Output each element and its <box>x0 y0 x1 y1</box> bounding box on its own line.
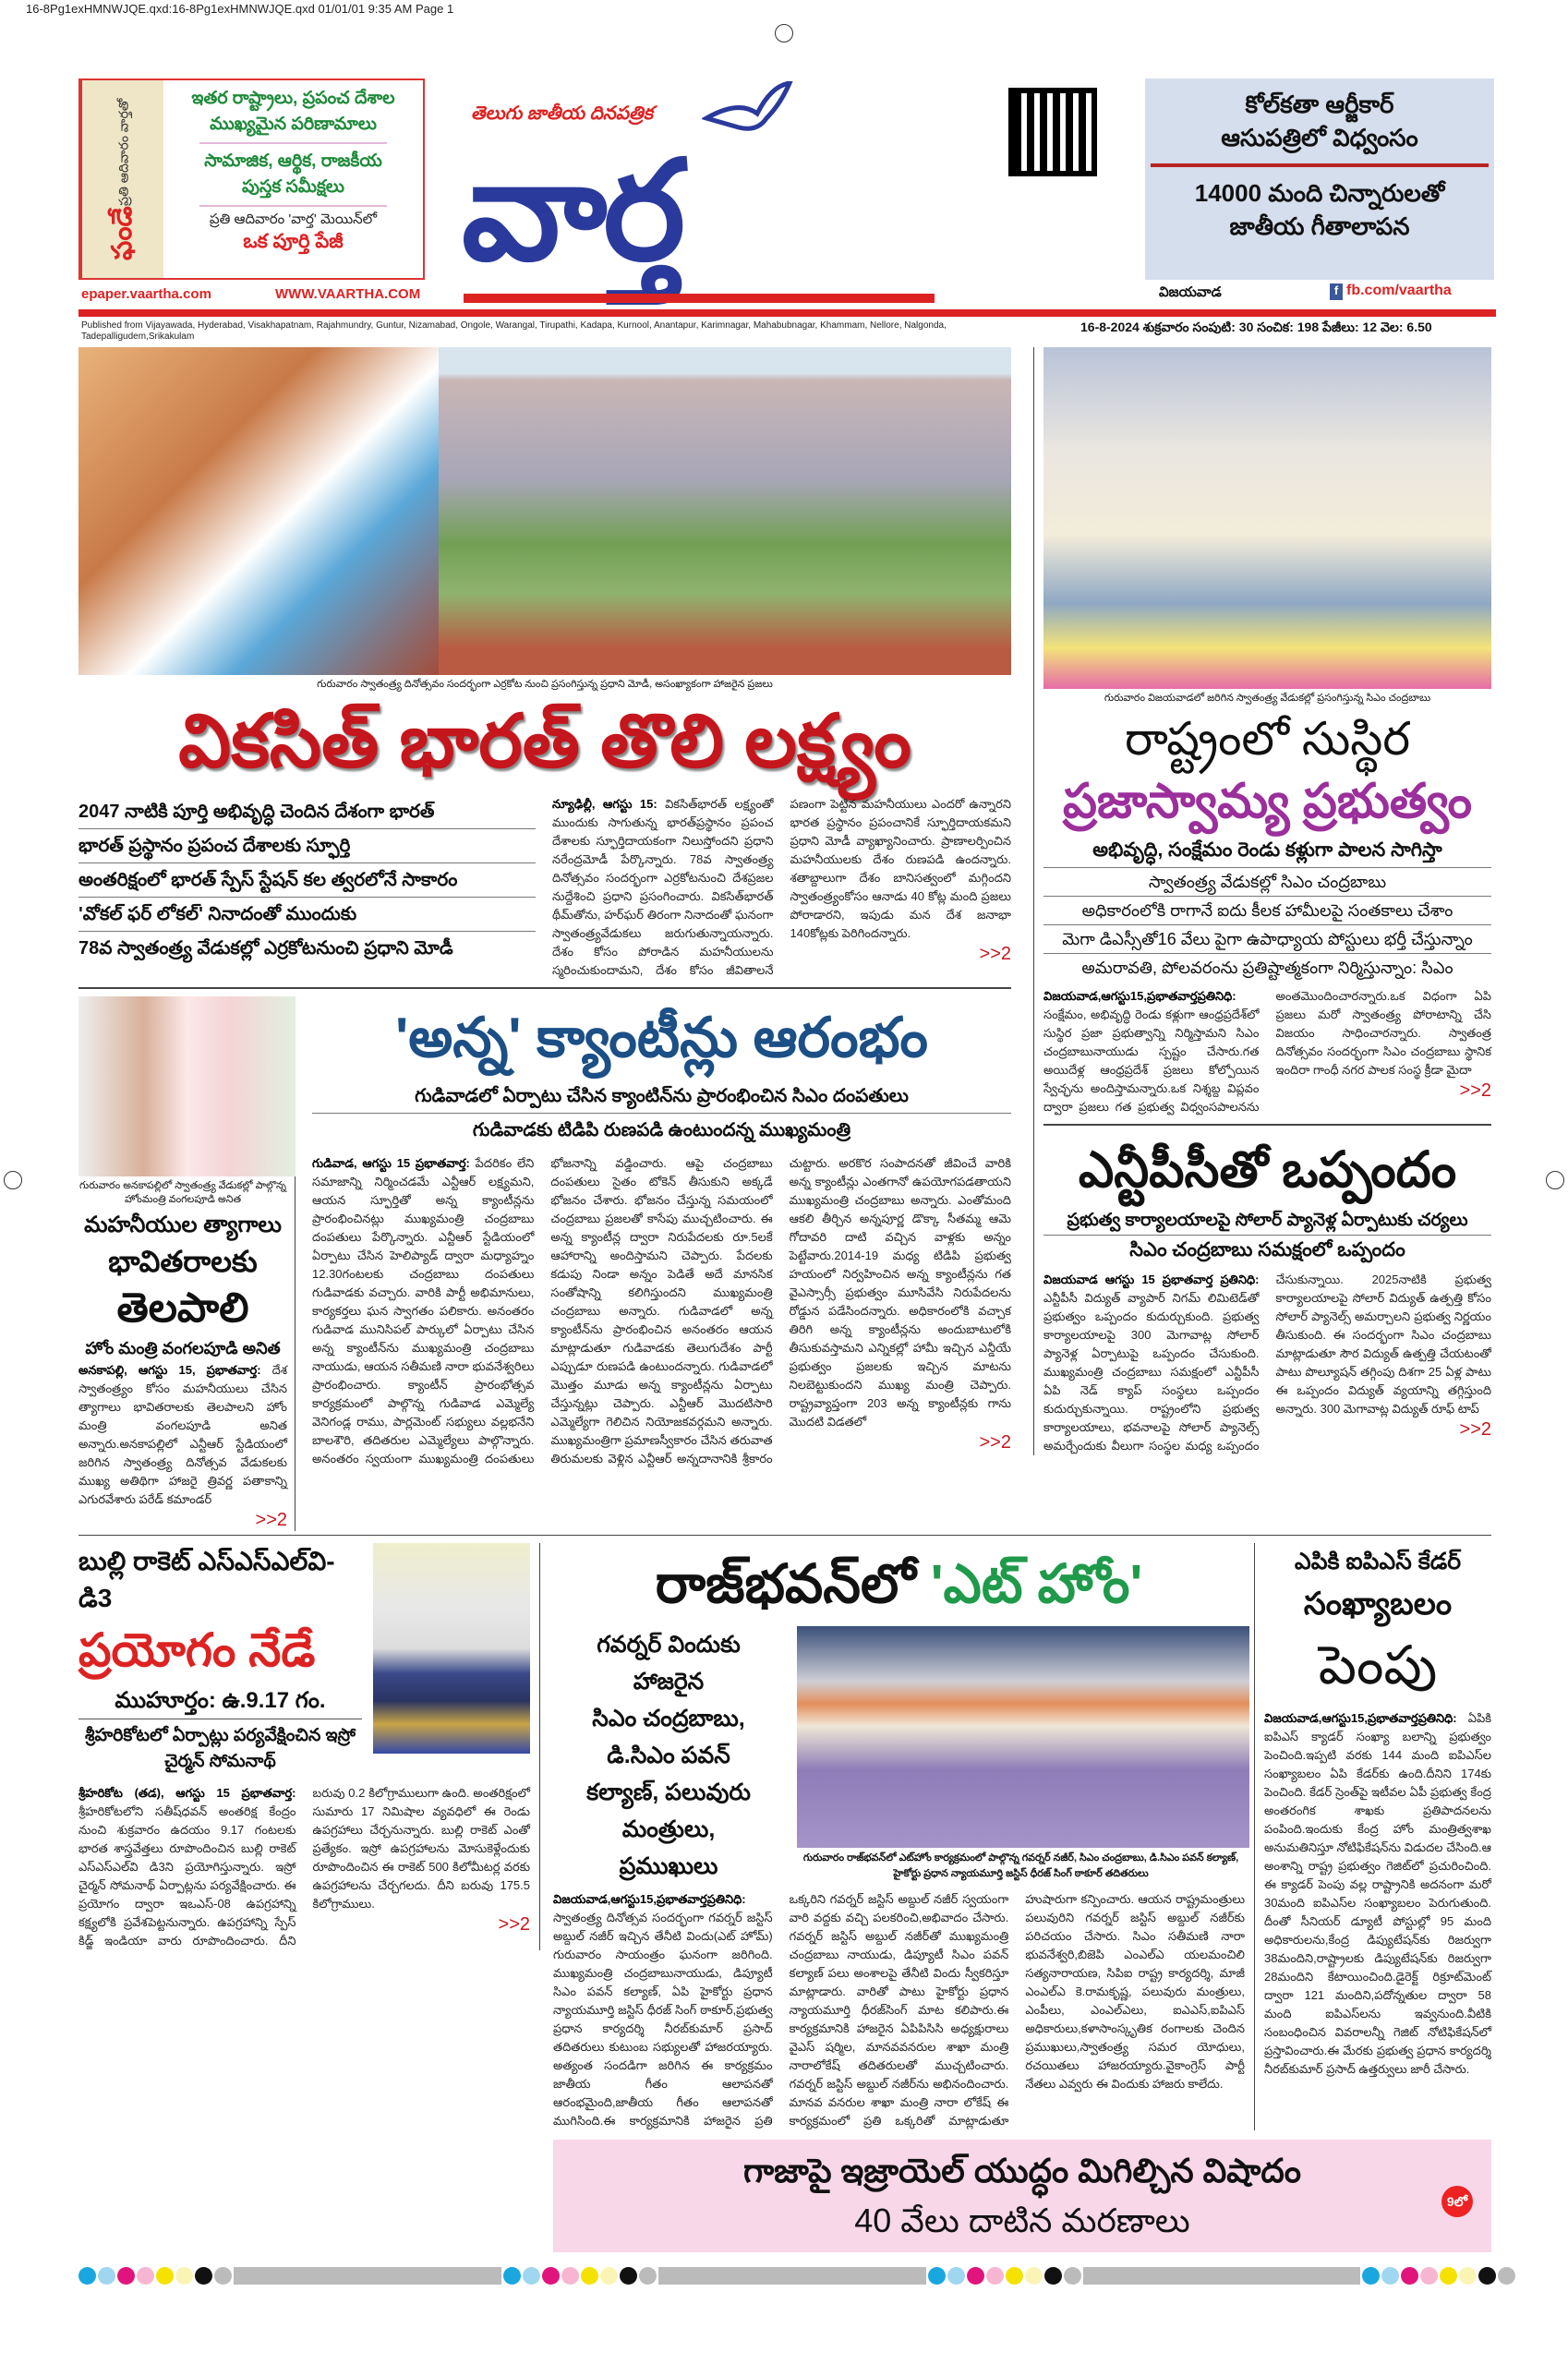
subhead: 2047 నాటికి పూర్తి అభివృద్ధి చెందిన దేశంగా భారత్ <box>78 795 536 829</box>
promo-line: ముఖ్యమైన పరిణామాలు <box>210 115 377 134</box>
lead-subheads <box>78 795 536 965</box>
file-slug: 16-8Pg1exHMNWJQE.qxd:16-8Pg1exHMNWJQE.qxd 01/01/01 9:35 AM Page 1 <box>26 2 454 16</box>
subhead: ప్రభుత్వ కార్యాలయాలపై సోలార్ ప్యానెళ్ల ఏర్పాటుకు చర్యలు <box>1043 1207 1491 1236</box>
ips-body: విజయవాడ,ఆగస్టు15,ప్రభాతవార్తప్రతినిధి: ఏపికి ఐపిఎస్ క్యాడర్ సంఖ్యా బలాన్ని ప్రభుత్వం పెంచింది.ఇప్పటి వరకు 144 మంది ఐపిఎస్‌ల సంఖ్యాబలం ఏపి కేడర్‌కు ఉంది.దీనిని 174కు పెంచింది. కేడర్ స్రెంత్‌పై ఇటీవల ఏపీ ప్రభుత్వ కేంద్ర అంతరంగిక శాఖకు ప్రతిపాదనలను పంపింది.ఇందుకు కేంద్ర హోం మంత్రిత్వశాఖ అనుమతినిస్తూ నోటిఫికేషన్‌ను విడుదల చేసింది.ఆ అంశాన్ని రాష్ట్ర ప్రభుత్వం గెజిట్‌లో ప్రచురించింది. ఈ క్యాడర్ పెంపు వల్ల రాష్ట్రానికి అదనంగా మరో 30మంది ఐపిఎస్‌ల సంఖ్యాబలం పెరుగుతుంది. దీంతో సీనియర్ డ్యూటీ పోస్టుల్లో 95 మంది అధికారులను,కేంద్ర డిప్యుటేషన్‌కు రిజర్వుగా 38మందిని,రాష్ట్రాలకు డిప్యుటేషన్‌కు రిజర్వుగా 28మందిని కేటాయించింది.డైరెక్ట్ రిక్రూట్‌మెంట్ ద్వారా 121 మందిని,పదోన్నతుల ద్వారా 58 మంది ఐపిఎస్‌లను ఇవ్వనుంది.వీటికి సంబంధించిన వివరాలన్నీ గెజిట్ నోటిఫికేషన్‌లో ప్రస్తావించారు.ఈ మేరకు ప్రభుత్వ ప్రధాన కార్యదర్శి నీరబ్‌కుమార్ ప్రసాద్ ఉత్తర్వులు జారీ చేసారు. <box>1264 1710 1491 2076</box>
cm-body: విజయవాడ,ఆగస్టు15,ప్రభాతవార్తప్రతినిధి: సంక్షేమం, అభివృద్ధి రెండు కళ్లుగా ఆంధ్రప్రదేశ్‌లో సుస్థిర ప్రజా ప్రభుత్వాన్ని నిర్మిస్తామని సిఎం చంద్రబాబునాయుడు స్పష్టం చేసారు.గత అయిదేళ్ల ఆంధ్రప్రదేశ్ ప్రజలు కోల్పోయిన స్వేచ్ఛను అందిస్తామన్నారు.ఒక నిశ్శబ్ద విప్లవం ద్వారా ప్రజలు గత ప్రభుత్వ విధ్వంసపాలనను అంతమొందించారన్నారు.ఒక విధంగా ఏపి ప్రజలు మరో స్వాతంత్ర్య పోరాటాన్ని చేసి విజయం సాధించారన్నారు. స్వాతంత్ర దినోత్సవం సందర్భంగా సిఎం చంద్రబాబు స్థానిక ఇందిరా గాంధీ నగర పాలక సంస్థ క్రీడా మైదా >>2 <box>1043 989 1491 1114</box>
subhead: 'వోకల్ ఫర్ లోకల్' నినాదంతో ముందుకు <box>78 898 536 932</box>
facebook-link[interactable]: f fb.com/vaartha <box>1330 283 1452 300</box>
lead-headline[interactable]: వికసిత్ భారత్ తొలి లక్ష్యం <box>178 700 911 782</box>
launch-time: ముహూర్తం: ఉ.9.17 గం. <box>78 1683 362 1719</box>
divider <box>78 987 1011 989</box>
divider <box>1043 1124 1491 1126</box>
page-reference-badge[interactable]: 9లో <box>1441 2186 1473 2217</box>
continued-link[interactable]: >>2 <box>255 1509 287 1530</box>
vaartha-logo: వార్త <box>462 133 682 288</box>
subhead: అమరావతి, పోలవరంను ప్రతిష్టాత్మకంగా నిర్మిస్తున్నాం: సిఎం <box>1081 959 1453 977</box>
rocket-headline[interactable]: ప్రయోగం నేడే <box>78 1623 316 1676</box>
registration-mark-icon <box>775 24 793 42</box>
ips-headline: ఎపికి ఐపిఎస్ కేడర్ సంఖ్యాబలం పెంపు <box>1294 1548 1462 1695</box>
continued-link[interactable]: >>2 <box>1459 1418 1491 1440</box>
ips-story <box>1264 1543 1491 2079</box>
cm-headline-1[interactable]: రాష్ట్రంలో సుస్థిర <box>1124 713 1411 765</box>
teaser-line: 14000 మంది చిన్నారులతో <box>1194 179 1445 207</box>
subhead: స్వాతంత్ర్య వేడుకల్లో సిఎం చంద్రబాబు <box>1043 868 1491 897</box>
article-text: వికసిత్‌భారత్ లక్ష్యంతో ముందుకు సాగుతున్న భారత్‌ప్రస్థానం ప్రపంచ దేశాలకు స్ఫూర్తిదాయకంగా నిలుస్తోందని ప్రధాని నరేంద్రమోడీ పేర్కొన్నారు. 78వ స్వాతంత్ర్య దినోత్సవం సందర్భంగా ఎర్రకోటనుంచి దేశప్రజల నుద్దేశించి ప్రధాని ప్రసంగించారు. వికసిత్‌భారత్ థీమ్‌తోను, హర్‌ఘర్ తిరంగా నినాదంతో ఘనంగా స్వాతంత్ర్యవేడుకలు జరుగుతున్నాయన్నారు. దేశం కోసం పోరాడిన మహనీయులను స్మరించుకుందామని, దేశం కోసం జీవితాలనే పణంగా పెట్టిన మహనీయులు ఎందరో ఉన్నారని భారత ప్రస్థానం ప్రపంచానికే స్ఫూర్తిదాయకమని ప్రధాని మోడీ వ్యాఖ్యానించారు. ప్రాణాలర్పించిన మహనీయులకు దేశం రుణపడి ఉందన్నారు. శతాబ్దాలుగా దేశం బానిసత్వంలో మగ్గిందని స్వాతంత్ర్యంకోసం ఆనాడు 40 కోట్ల మంది ప్రజలు పోరాడారని, ఇపుడు మన దేశ జనాభా 140కోట్లకు పెరిగిందన్నారు. <box>552 797 1011 977</box>
subhead: హోం మంత్రి వంగలపూడి అనిత <box>85 1338 281 1357</box>
rocket-kicker: బుల్లి రాకెట్ ఎస్ఎస్ఎల్‌వి-డి3 <box>78 1546 335 1612</box>
rocket-body: శ్రీహరికోట (తడ), ఆగస్టు 15 ప్రభాతవార్త: శ్రీహరికోటలోని సతీష్‌ధవన్ అంతరిక్ష కేంద్రం నుంచి శుక్రవారం ఉదయం 9.17 గంటలకు భారత శాస్త్రవేత్తలు రూపొందించిన బుల్లి రాకెట్ ఎస్ఎస్ఎల్‌వి డి3ని ప్రయోగిస్తున్నారు. ఇస్రో చైర్మన్ సోమనాథ్ ఏర్పాట్లను పర్యవేక్షించారు. ఈ ప్రయోగం ద్వారా ఇఒఎస్-08 ఉపగ్రహాన్ని కక్ష్యలోకి ప్రవేశపెట్టనున్నారు. ఉపగ్రహాన్ని స్పేస్ కిడ్జ్ ఇండియా వారు రూపొందించారు. దీని బరువు 0.2 కిలోగ్రాములుగా ఉంది. అంతరిక్షంలో సుమారు 17 నిమిషాల వ్యవధిలో ఈ రెండు ఉపగ్రహాలు చేర్చనున్నారు. బుల్లి రాకెట్ ఎంతో ప్రత్యేకం. ఇస్రో ఉపగ్రహాలను మోసుకెళ్లేందుకు రూపొందించిన ఈ రాకెట్ 500 కిలోమీటర్ల వరకు ఉపగ్రహాలను చేర్చగలదు. దీని బరువు 175.5 కిలోగ్రాములు. >>2 <box>78 1785 530 1948</box>
continued-link[interactable]: >>2 <box>979 944 1011 964</box>
epaper-link[interactable]: epaper.vaartha.com <box>81 286 211 302</box>
at-home-story <box>553 1543 1255 2130</box>
promo-line: పుస్తక సమీక్షలు <box>242 177 344 197</box>
byline: న్యూఢిల్లీ, ఆగస్టు 15: <box>552 797 657 811</box>
subhead: గుడివాడకు టిడిపి రుణపడి ఉంటుందన్న ముఖ్యమంత్రి <box>472 1119 851 1140</box>
subhead: గుడివాడలో ఏర్పాటు చేసిన క్యాంటిన్‌ను ప్రారంభించిన సిఎం దంపతులు <box>312 1079 1011 1114</box>
anna-story <box>312 996 1011 1468</box>
print-color-bar <box>78 2267 1491 2286</box>
rocket-story <box>78 1543 540 1950</box>
top-teaser-box[interactable] <box>1145 78 1494 280</box>
edition-city: విజయవాడ <box>1159 284 1222 300</box>
teaser-line: కోల్‌కతా ఆర్జీకార్ <box>1245 90 1394 118</box>
facebook-icon: f <box>1330 283 1343 300</box>
photo-chandrababu <box>1043 347 1491 689</box>
left-region <box>78 347 1011 1531</box>
subhead: సిఎం చంద్రబాబు సమక్షంలో ఒప్పందం <box>1129 1238 1405 1260</box>
lead-body <box>552 795 1011 980</box>
subhead: అంతరిక్షంలో భారత్ స్పేస్ స్టేషన్ కల త్వరలోనే సాకారం <box>78 863 536 898</box>
photo-anitha <box>78 996 296 1176</box>
at-home-headline[interactable]: రాజ్‌భవన్‌లో 'ఎట్ హోం' <box>655 1553 1143 1614</box>
continued-link[interactable]: >>2 <box>1459 1080 1491 1101</box>
logo-underline <box>464 294 935 303</box>
photo-caption: గురువారం అనకాపల్లిలో స్వాతంత్ర్య వేడుకల్లో పాల్గొన్న హోంమంత్రి వంగలపూడి అనిత <box>78 1179 286 1205</box>
subhead: అధికారంలోకి రాగానే ఐదు కీలక హామీలపై సంతకాలు చేశాం <box>1043 897 1491 925</box>
anna-body: గుడివాడ, ఆగస్టు 15 ప్రభాతవార్త: పేదరికం లేని సమాజాన్ని నిర్మించడమే ఎన్టీఆర్ లక్ష్యమని, ఆయన స్ఫూర్తితో అన్న క్యాంటీన్లను ప్రారంభించినట్లు ముఖ్యమంత్రి చంద్రబాబు దంపతులు పేర్కొన్నారు. ఎన్టీఆర్ స్టేడియంలో ఏర్పాటు చేసిన హెలిప్యాడ్ ద్వారా మధ్యాహ్నం 12.30గంటలకు చంద్రబాబు దంపతులు గుడివాడకు వచ్చారు. వారికి పార్టీ అభిమానులు, కార్యకర్తలు ఘన స్వాగతం పలికారు. అనంతరం గుడివాడ మునిసిపల్ పార్కులో ఏర్పాటు చేసిన అన్న క్యాంటీన్‌ను ముఖ్యమంత్రి చంద్రబాబు నాయుడు, ఆయన సతీమణి నారా భువనేశ్వరిలు ప్రారంభించారు. క్యాంటీన్ ప్రారంభోత్సవ కార్యక్రమంలో పాల్గొన్న గుడివాడ ఎమ్మెల్యే వెనిగండ్ల రాము, పార్లమెంట్ సభ్యులు వల్లభనేని బాలశౌరి, తదితరుల ఎమ్మెల్యేలు పాల్గొన్నారు. అనంతరం స్వయంగా ముఖ్యమంత్రి దంపతులు భోజనాన్ని వడ్డించారు. ఆపై చంద్రబాబు దంపతులు సైతం టోకెన్ తీసుకుని అక్కడే భోజనం చేశారు. భోజనం చేస్తున్న సమయంలో చంద్రబాబు ప్రజలతో కాసేపు ముచ్చటించారు. ఈ అన్న క్యాంటీన్ల ద్వారా నిరుపేదలకు రూ.5లకే ఆహారాన్ని అందిస్తామని చెప్పారు. పేదలకు కడుపు నిండా అన్నం పెడితే అదే మానసిక సంతోషాన్ని కలిగిస్తుందని ముఖ్యమంత్రి చంద్రబాబు అన్నారు. గుడివాడలో అన్న క్యాంటీన్‌ను ప్రారంభించిన అనంతరం ఆయన మాట్లాడుతూ గుడివాడకు తెలుగుదేశం పార్టీ ఎప్పుడూ రుణపడి ఉంటుందన్నారు. గుడివాడలో మొత్తం మూడు అన్న క్యాంటీన్లను ఏర్పాటు చేస్తున్నట్లు చెప్పారు. ఎన్టీఆర్ మొదటిసారి ఎమ్మెల్యేగా గెలిచిన నియోజకవర్గమని అన్నారు. ముఖ్యమంత్రిగా ప్రమాణస్వీకారం చేసిన తరువాత తిరుమలకు వెళ్లిన ఎన్టీఆర్ అన్నదానానికి శ్రీకారం చుట్టారు. అరకొర సంపాదనతో జీవించే వారికి అన్న క్యాంటీన్లు ఎంతగానో ఉపయోగపడతాయని ముఖ్యమంత్రి చంద్రబాబు అన్నారు. ఎంతోమంది ఆకలి తీర్చిన అన్నపూర్ణ డొక్కా సీతమ్మ ఆమె గోదావరి దాటి వచ్చిన వాళ్లకు అన్నం పెట్టేవారు.2014-19 మధ్య టిడిపి ప్రభుత్వ హయంలో నిర్వహించిన అన్న క్యాంటీన్లను గత వైఎస్సార్సీ ప్రభుత్వం మూసివేసి నిరుపేదలను రోడ్డున పడేసిందన్నారు. అధికారంలోకి వచ్చాక తిరిగి అన్న క్యాంటీన్లను అందుబాటులోకి తీసుకువస్తామని ఎన్నికల్లో హామీ ఇచ్చిన ఎన్డీయే ప్రభుత్వం ప్రజలకు ఇచ్చిన మాటను నిలబెట్టుకుందని ముఖ్య మంత్రి చెప్పారు. రాష్ట్రవ్యాప్తంగా 203 అన్న క్యాంటీన్లకు గాను మొదటి విడతలో >>2 <box>312 1155 1011 1465</box>
right-region <box>1033 347 1491 1455</box>
photo-red-fort-crowd <box>439 347 1011 675</box>
registration-mark-icon <box>4 1171 22 1189</box>
gaza-teaser[interactable] <box>553 2140 1491 2252</box>
registration-mark-icon <box>1546 1171 1564 1189</box>
page-content <box>78 347 1491 2286</box>
subhead: 78వ స్వాతంత్ర్య వేడుకల్లో ఎర్రకోటనుంచి ప్రధాని మోడీ <box>78 938 453 959</box>
subhead: భారత్ ప్రస్థానం ప్రపంచ దేశాలకు స్ఫూర్తి <box>78 829 536 863</box>
tagline: తెలుగు జాతీయ దినపత్రిక <box>471 103 654 124</box>
photo-raj-bhavan <box>797 1626 1249 1848</box>
anna-subheads <box>312 1079 1011 1147</box>
website-link[interactable]: WWW.VAARTHA.COM <box>275 286 421 302</box>
photo-satellite <box>373 1543 530 1754</box>
photo-caption: గురువారం స్వాతంత్ర్య దినోత్సవం సందర్భంగా ఎర్రకోట నుంచి ప్రసంగిస్తున్న ప్రధాని మోడీ, అసంఖ్యాకంగా హాజరైన ప్రజలు <box>317 679 773 690</box>
sunday-promo-box[interactable] <box>78 78 425 280</box>
gaza-subhead: 40 వేలు దాటిన మరణాలు <box>854 2201 1190 2239</box>
qr-code[interactable] <box>1008 88 1097 176</box>
photo-caption: గురువారం విజయవాడలో జరిగిన స్వాతంత్ర్య వేడుకల్లో ప్రసంగిస్తున్న సిఎం చంద్రబాబు <box>1104 693 1431 704</box>
anitha-body: అనకాపల్లి, ఆగస్టు 15, ప్రభాతవార్త: దేశ స్వాతంత్ర్యం కోసం మహనీయులు చేసిన త్యాగాలు భావితరాలకు తెలపాలని హోం మంత్రి వంగలపూడి అనిత అన్నారు.అనకాపల్లిలో ఎన్టీఆర్ స్టేడియంలో జరిగిన స్వాతంత్ర్య దినోత్సవ వేడుకలకు ముఖ్య అతిథిగా హాజరై త్రివర్ణ పతాకాన్ని ఎగురవేశారు పరేడ్ కమాండర్ >>2 <box>78 1362 287 1530</box>
anna-canteen-headline[interactable]: 'అన్న' క్యాంటీన్లు ఆరంభం <box>395 1006 928 1068</box>
anitha-headline[interactable]: మహనీయుల త్యాగాలు <box>84 1212 282 1237</box>
funday-logo: ఫండే ప్రతి ఆదివారం వార్తతో <box>80 80 163 278</box>
cm-headline-2[interactable]: ప్రజాస్వామ్య ప్రభుత్వం <box>1062 775 1473 828</box>
promo-line: ఇతర రాష్ట్రాలు, ప్రపంచ దేశాల <box>191 89 395 108</box>
promo-kicker-red: ఒక పూర్తి పేజీ <box>243 231 344 252</box>
anitha-story <box>78 996 296 1531</box>
subhead: శ్రీహరికోటలో ఏర్పాట్లు పర్యవేక్షించిన ఇస్రో చైర్మన్ సోమనాథ్ <box>85 1725 356 1771</box>
anitha-headline[interactable]: తెలపాలి <box>116 1285 249 1331</box>
cm-subheads <box>1043 834 1491 982</box>
continued-link[interactable]: >>2 <box>979 1431 1011 1453</box>
photo-modi <box>78 347 439 675</box>
dove-icon <box>702 81 803 137</box>
at-home-side-headline: గవర్నర్ విందుకు హాజరైన సిఎం చంద్రబాబు, డి.సిఎం పవన్ కల్యాణ్, పలువురు మంత్రులు, ప్రముఖులు <box>586 1631 751 1879</box>
promo-line: సామాజిక, ఆర్థిక, రాజకీయ <box>204 151 382 171</box>
anitha-headline[interactable]: భావితరాలకు <box>108 1244 258 1278</box>
at-home-body: విజయవాడ,ఆగస్టు15,ప్రభాతవార్తప్రతినిధి: స్వాతంత్ర్య దినోత్సవ సందర్భంగా గవర్నర్ జస్టిస్ అబ్దుల్ నజీర్ ఇచ్చిన తేనీటి విందు(ఎట్ హోమ్) గురువారం సాయంత్రం ఘనంగా జరిగింది. ముఖ్యమంత్రి చంద్రబాబునాయుడు, డిప్యూటీ సిఎం పవన్ కల్యాణ్, ఏపి హైకోర్టు ప్రధాన న్యాయమూర్తి జస్టిస్ ధీరజ్ సింగ్ ఠాకూర్,ప్రభుత్వ ప్రధాన కార్యదర్శి నీరబ్‌కుమార్ ప్రసాద్ తదితరులు కుటుంబ సభ్యులతో హాజరయ్యారు. అత్యంత సందడిగా జరిగిన ఈ కార్యక్రమం జాతీయ గీతం ఆలాపనతో ఆరంభమైంది,జాతీయ గీతం ఆలాపనతో ముగిసింది.ఈ కార్యక్రమానికి హాజరైన ప్రతి ఒక్కరిని గవర్నర్ జస్టిస్ అబ్దుల్ నజీర్ స్వయంగా వారి వద్దకు వచ్చి పలకరించి,అభివాదం చేసారు. గవర్నర్ జస్టిస్ అబ్దుల్ నజీర్‌తో ముఖ్యమంత్రి చంద్రబాబు నాయుడు, డిప్యూటీ సిఎం పవన్ కల్యాణ్ పలు అంశాలపై తేనీటి విందు స్వీకరిస్తూ మాట్లాడారు. వారితో పాటు హైకోర్టు ప్రధాన న్యాయమూర్తి ధీరజ్‌సింగ్ మాట కలిపారు.ఈ కార్యక్రమానికి హాజరైన ఏపిపిసిసి అధ్యక్షురాలు వైఎస్ షర్మిల, మానవవనరుల శాఖా మంత్రి నారాలోకేష్ తదితరులతో ముచ్చటించారు. గవర్నర్ జస్టిస్ అబ్దుల్ నజీర్‌ను అభినందించారు. మానవ వనరుల శాఖా మంత్రి నారా లోకేష్ ఈ కార్యక్రమంలో ప్రతి ఒక్కరితో మాట్లాడుతూ హుషారుగా కన్పించారు. ఆయన రాష్ట్రమంత్రులు పలువురిని గవర్నర్ జస్టిస్ అబ్దుల్ నజీర్‌కు పరిచయం చేసారు. సిఎం సతీమణి నారా భువనేశ్వరి,బిజెపి ఎంఎల్‌ఎ యలమంచిలి సత్యనారాయణ, సిపిఐ రాష్ట్ర కార్యదర్శి, మాజీ ఎంఎల్‌ఎ కె.రామకృష్ణ, పలువురు మంత్రులు, ఎంపీలు, ఎంఎల్‌ఎలు, ఐఎఎస్,ఐపిఎస్ అధికారులు,కళాసాంస్కృతిక రంగాలకు చెందిన ప్రముఖులు,స్వాతంత్ర్య సమర యోధులు, రచయితలు హాజరయ్యారు.వైకాంగ్రెస్ పార్టీ నేతలు ఎవ్వరు ఈ విందుకు హాజరు కాలేదు. <box>553 1891 1245 2128</box>
ntpc-subheads <box>1043 1207 1491 1265</box>
subhead: మెగా డిఎస్సీతో16 వేలు పైగా ఉపాధ్యాయ పోస్టులు భర్తీ చేస్తున్నాం <box>1043 925 1491 954</box>
subhead: అభివృద్ధి, సంక్షేమం రెండు కళ్లుగా పాలన సాగిస్తా <box>1043 834 1491 868</box>
promo-kicker: ప్రతి ఆదివారం 'వార్త' మెయిన్‌లో <box>209 211 378 227</box>
gaza-headline: గాజాపై ఇజ్రాయెల్ యుద్ధం మిగిల్చిన విషాదం <box>743 2151 1301 2189</box>
masthead-rule <box>78 309 1496 317</box>
teaser-line: జాతీయ గీతాలాపన <box>1229 212 1410 240</box>
ntpc-body: విజయవాడ ఆగస్టు 15 ప్రభాతవార్త ప్రతినిధి: ఎన్టీపీసీ విద్యుత్ వ్యాపార్ నిగమ్ లిమిటెడ్‌తో ప్రభుత్వం ఒప్పందం కుదుర్చుకుంది. ప్రభుత్వ కార్యాలయాలపై 300 మెగావాట్ల సోలార్ ప్యానెళ్ల ఏర్పాటుపై ఒప్పందం చేసుకుంది. ముఖ్యమంత్రి చంద్రబాబు సమక్షంలో ఎన్టీపీసీ ఏపి నెడ్ క్యాప్ సంస్థలు ఒప్పందం కుదుర్చుకున్నాయి. రాష్ట్రంలోని ప్రభుత్వ కార్యాలయాలు, భవనాలపై సోలార్ ప్యానెల్స్ అమర్చేందుకు వీలుగా సంస్థల మధ్య ఒప్పందం చేసుకున్నాయి. 2025నాటికి ప్రభుత్వ కార్యాలయాలపై సోలార్ విద్యుత్ ఉత్పత్తి కోసం సోలార్ ప్యానెల్స్ అమర్చాలని ప్రభుత్వ నిర్ణయం తీసుకుంది. ఈ సందర్భంగా సిఎం చంద్రబాబు మాట్లాడుతూ సౌర విద్యుత్ ఉత్పత్తి చేయటంతో పాటు పొల్యూషన్ తగ్గింపు దిశగా 25 ఏళ్ల పాటు ఈ ఒప్పందం విద్యుత్ వ్యయాన్ని తగ్గిస్తుంది అన్నారు. 300 మెగావాట్ల విద్యుత్ రూఫ్ టాప్ >>2 <box>1043 1272 1491 1453</box>
publication-centers: Published from Vijayawada, Hyderabad, Visakhapatnam, Rajahmundry, Guntur, Nizamabad, Ongole, Warangal, Tirupathi, Kadapa, Kurnool, Anantapur, Karimnagar, Mahabubnagar, Khammam, Nellore, Nalgonda, Tadepalligudem,Srikakulam <box>81 320 947 342</box>
photo-caption: గురువారం రాజ్‌భవన్‌లో ఎట్‌హోం కార్యక్రమంలో పాల్గొన్న గవర్నర్ నజీర్, సిఎం చంద్రబాబు, డి.సిఎం పవన్ కల్యాణ్, హైకోర్టు ప్రధాన న్యాయమూర్తి జస్టిస్ ధీరజ్ సింగ్ ఠాకూర్ తదితరులు <box>802 1851 1239 1879</box>
continued-link[interactable]: >>2 <box>498 1913 530 1935</box>
ntpc-headline[interactable]: ఎన్టీపీసీతో ఒప్పందం <box>1078 1141 1457 1198</box>
teaser-line: ఆసుపత్రిలో విధ్వంసం <box>1221 124 1418 151</box>
dateline: 16-8-2024 శుక్రవారం సంపుటి: 30 సంచిక: 198 పేజీలు: 12 వెల: 6.50 <box>1080 320 1432 334</box>
